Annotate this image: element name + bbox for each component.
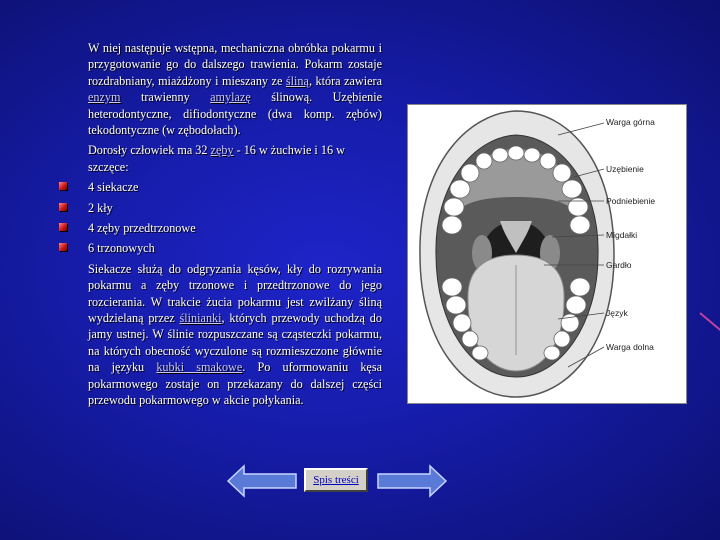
table-of-contents-button[interactable]: Spis treści — [304, 468, 368, 492]
label-podniebienie: Podniebienie — [606, 196, 656, 206]
label-jezyk: Język — [606, 308, 628, 318]
list-item — [88, 179, 382, 195]
bullet-icon — [59, 203, 67, 211]
label-gardlo: Gardło — [606, 260, 632, 270]
link-slinianki[interactable]: ślinianki — [179, 311, 222, 326]
prev-slide-button[interactable] — [226, 464, 298, 498]
arrow-left-icon — [226, 464, 298, 498]
decorative-line — [699, 312, 720, 333]
link-enzym[interactable]: enzym — [88, 90, 121, 105]
label-warga-gorna: Warga górna — [606, 117, 655, 127]
text-run: Dorosły człowiek ma 32 — [88, 143, 211, 158]
text-run: . Po uformowaniu kęsa pokarmowego zostaje on przekazany do dalszej części przewodu pokarmowego w akcie połykania. — [88, 360, 382, 408]
label-migdalki: Migdałki — [606, 230, 638, 240]
bullet-icon — [59, 182, 67, 190]
text-run: W niej następuje wstępna, mechaniczna obróbka pokarmu i przygotowanie go do dalszego trawienia. Pokarm zostaje rozdrabniany, miażdżony i mieszany ze — [88, 41, 382, 88]
list-item — [88, 240, 382, 256]
list-item-label: 4 zęby przedtrzonowe — [88, 221, 196, 236]
text-run: , która zawiera — [308, 73, 382, 88]
teeth-list — [88, 179, 382, 257]
link-slina[interactable]: śliną — [285, 73, 309, 88]
list-item-label: 2 kły — [88, 200, 113, 215]
list-item-label: 6 trzonowych — [88, 241, 155, 256]
mouth-illustration — [408, 105, 686, 403]
link-kubki-smakowe[interactable]: kubki smakowe — [156, 360, 243, 375]
text-run: , których przewody uchodzą do jamy ustnej. W ślinie rozpuszczane są cząsteczki pokarmu, na których obecność wyczulone są rozmieszczone głównie na języku — [88, 311, 382, 375]
text-run: ślinową. Uzębienie heterodontyczne, difiodontyczne (dwa komp. zębów) tekodontyczne (w zębodołach). — [88, 90, 383, 138]
label-uzebienie: Uzębienie — [606, 164, 644, 174]
arrow-right-icon — [376, 464, 448, 498]
label-warga-dolna: Warga dolna — [606, 342, 654, 352]
intro-paragraph — [88, 40, 382, 138]
text-run: - 16 w żuchwie i 16 w szczęce: — [88, 143, 345, 174]
link-amylaze[interactable]: amylazę — [210, 90, 251, 105]
diagram-labels — [606, 117, 655, 352]
list-item-label: 4 siekacze — [88, 180, 139, 195]
text-run: Siekacze służą do odgryzania kęsów, kły do rozrywania pokarmu a zęby trzonowe i przedtrzonowe do jego rozcierania. W trakcie żucia pokarmu jest zwilżany śliną wydzielaną przez — [88, 261, 382, 326]
bullet-icon — [59, 243, 67, 251]
content-text — [88, 40, 382, 412]
bullet-icon — [59, 223, 67, 231]
teeth-count-paragraph — [88, 142, 382, 175]
text-run: trawienny — [120, 90, 211, 105]
list-item — [88, 200, 382, 216]
next-slide-button[interactable] — [376, 464, 448, 498]
list-item — [88, 220, 382, 236]
function-paragraph — [88, 261, 382, 409]
link-zeby[interactable]: zęby — [210, 143, 234, 158]
mouth-diagram — [407, 104, 687, 404]
